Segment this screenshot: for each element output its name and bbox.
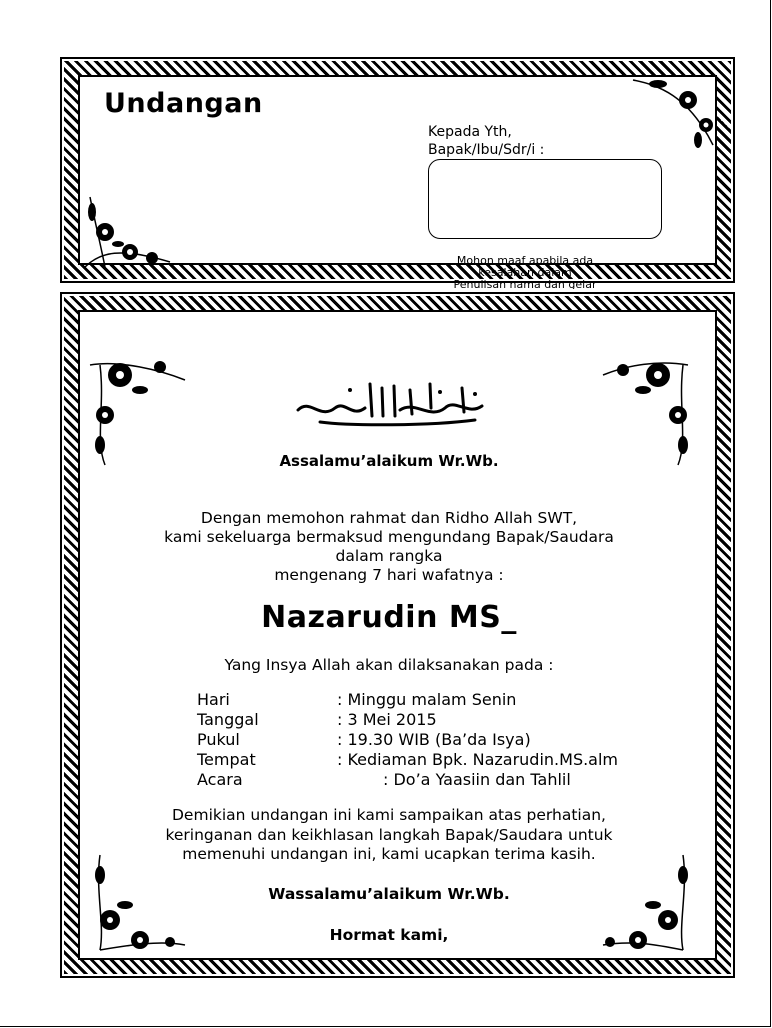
floral-corner-icon: [628, 70, 718, 150]
detail-value: : Do’a Yaasiin dan Tahlil: [383, 770, 571, 789]
floral-corner-icon: [80, 192, 175, 272]
apology-note: [430, 255, 620, 289]
farewell: Wassalamu’alaikum Wr.Wb.: [268, 885, 510, 903]
envelope-title: Undangan: [104, 88, 263, 119]
basmalah-calligraphy-icon: [290, 378, 490, 428]
detail-label: Pukul: [197, 730, 240, 749]
detail-label: Acara: [197, 770, 243, 789]
closing-paragraph: [80, 806, 698, 865]
detail-value: : 3 Mei 2015: [337, 710, 437, 729]
sign-off: Hormat kami,: [329, 926, 449, 944]
apology-line: Penulisan nama dan gelar: [453, 278, 597, 289]
detail-label: Hari: [197, 690, 230, 709]
opening-line: dalam rangka: [335, 547, 443, 565]
opening-paragraph: [80, 509, 698, 585]
greeting: Assalamu’alaikum Wr.Wb.: [279, 452, 499, 470]
closing-line: Demikian undangan ini kami sampaikan atas perhatian,: [172, 806, 606, 824]
event-intro: Yang Insya Allah akan dilaksanakan pada :: [224, 656, 554, 674]
recipient-name-box[interactable]: [428, 159, 662, 239]
opening-line: mengenang 7 hari wafatnya :: [274, 566, 504, 584]
detail-value: : 19.30 WIB (Ba’da Isya): [337, 730, 531, 749]
apology-line: Mohon maaf apabila ada: [456, 255, 594, 267]
recipient-label: [428, 123, 544, 159]
apology-line: kesalahan dalam: [478, 266, 572, 279]
deceased-name: Nazarudin MS_: [261, 600, 517, 635]
opening-line: kami sekeluarga bermaksud mengundang Bapak/Saudara: [164, 528, 614, 546]
closing-line: keringanan dan keikhlasan langkah Bapak/Saudara untuk: [165, 825, 613, 844]
detail-value: : Kediaman Bpk. Nazarudin.MS.alm: [337, 750, 619, 769]
recipient-line: Kepada Yth,: [428, 124, 512, 140]
detail-label: Tanggal: [197, 710, 259, 729]
closing-line: memenuhi undangan ini, kami ucapkan terima kasih.: [182, 845, 596, 863]
opening-line: Dengan memohon rahmat dan Ridho Allah SWT,: [200, 509, 578, 527]
detail-label: Tempat: [197, 750, 256, 769]
recipient-line: Bapak/Ibu/Sdr/i :: [428, 142, 545, 158]
detail-value: : Minggu malam Senin: [337, 690, 517, 709]
